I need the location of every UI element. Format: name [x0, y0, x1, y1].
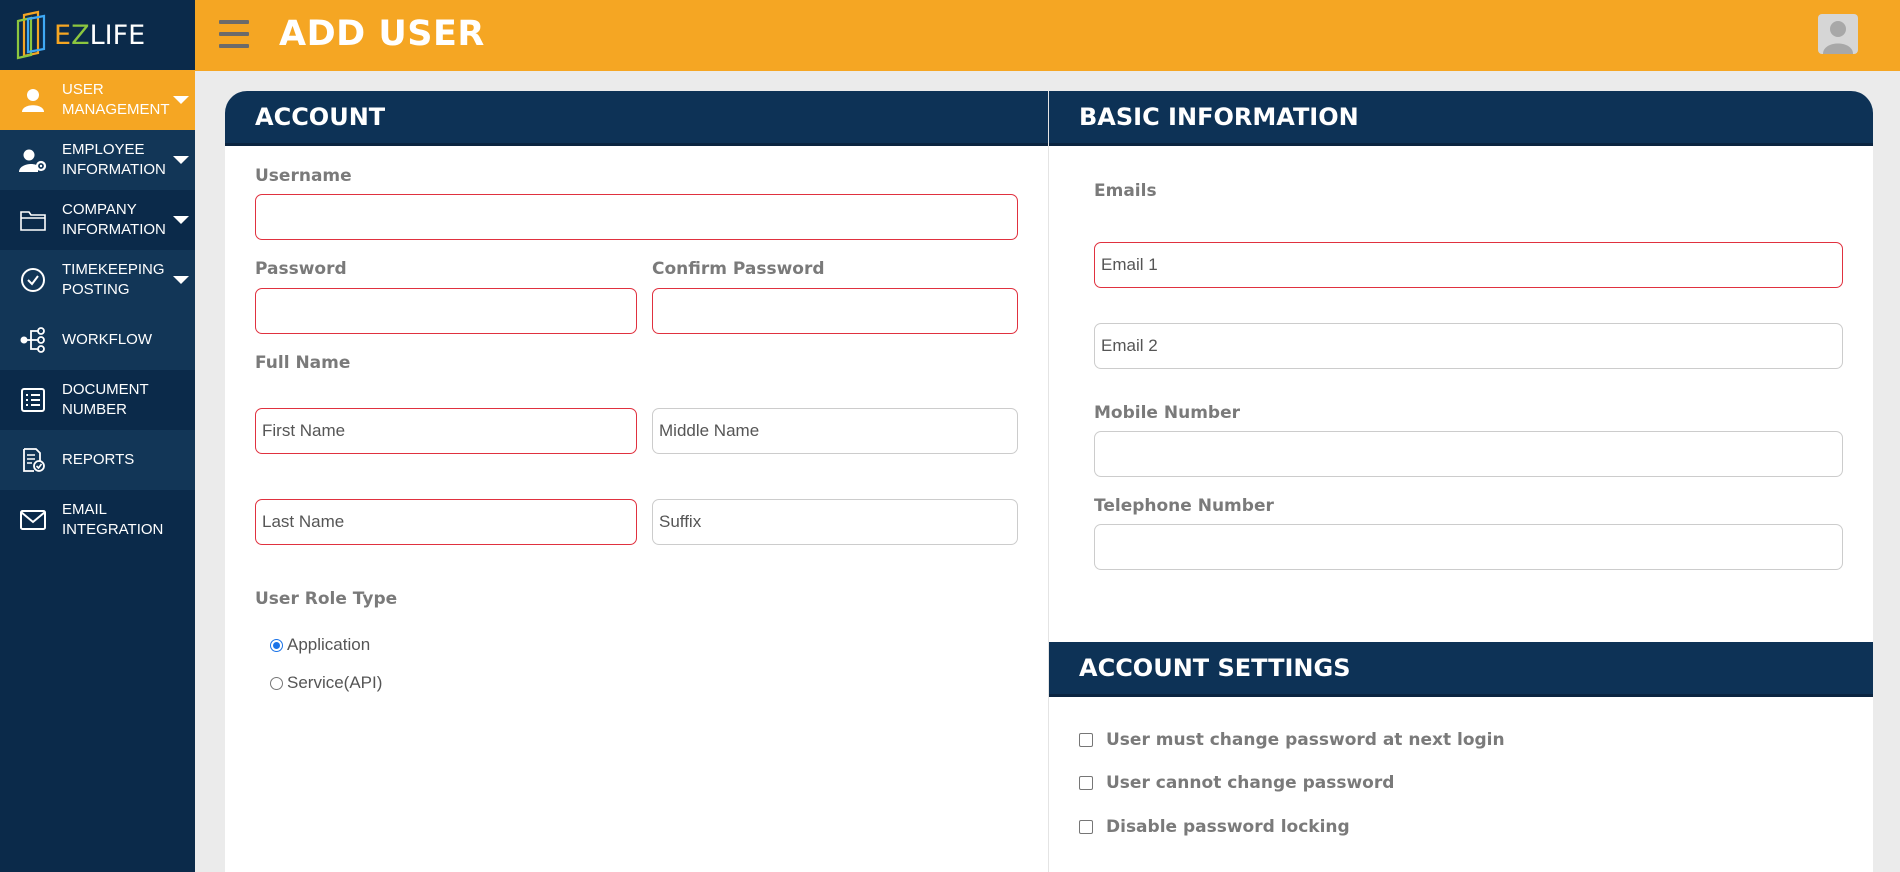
- account-section-heading: ACCOUNT: [225, 91, 1048, 146]
- user-icon: [18, 85, 48, 115]
- sidebar-item-label: REPORTS: [62, 451, 135, 468]
- brand-letter-z: Z: [71, 19, 90, 51]
- email-2-input[interactable]: [1094, 323, 1843, 369]
- last-name-input[interactable]: [255, 499, 637, 545]
- envelope-icon: [18, 505, 48, 535]
- confirm-password-input[interactable]: [652, 288, 1018, 334]
- sidebar: [0, 0, 195, 872]
- logo-mark-icon: [14, 9, 48, 61]
- brand-logo[interactable]: [0, 0, 195, 70]
- full-name-label: Full Name: [255, 353, 351, 373]
- checkbox-disable-password-locking[interactable]: [1079, 820, 1093, 834]
- sidebar-item-reports[interactable]: [0, 430, 195, 490]
- setting-must-change-password[interactable]: [1079, 730, 1505, 750]
- setting-disable-password-locking[interactable]: [1079, 817, 1350, 837]
- role-option-service-api[interactable]: [270, 673, 382, 693]
- username-input[interactable]: [255, 194, 1018, 240]
- sidebar-item-label: COMPANY INFORMATION: [62, 201, 166, 238]
- confirm-password-label: Confirm Password: [652, 259, 825, 279]
- checkbox-must-change-password[interactable]: [1079, 733, 1093, 747]
- password-label: Password: [255, 259, 347, 279]
- sidebar-item-user-management[interactable]: [0, 70, 195, 130]
- role-option-application[interactable]: [270, 635, 370, 655]
- sidebar-item-label: DOCUMENT NUMBER: [62, 381, 149, 418]
- sidebar-item-timekeeping-posting[interactable]: [0, 250, 195, 310]
- workflow-icon: [18, 325, 48, 355]
- sidebar-item-label: EMAIL INTEGRATION: [62, 501, 164, 538]
- suffix-input[interactable]: [652, 499, 1018, 545]
- brand-wordmark: [54, 20, 145, 51]
- telephone-number-input[interactable]: [1094, 524, 1843, 570]
- chevron-down-icon[interactable]: [173, 276, 189, 284]
- sidebar-item-label: WORKFLOW: [62, 331, 152, 348]
- avatar[interactable]: [1818, 14, 1858, 54]
- sidebar-item-email-integration[interactable]: [0, 490, 195, 550]
- document-list-icon: [18, 385, 48, 415]
- add-user-form-card: [225, 91, 1873, 872]
- sidebar-item-label: TIMEKEEPING POSTING: [62, 261, 165, 298]
- radio-service-api[interactable]: [270, 677, 283, 690]
- hamburger-menu-icon[interactable]: [219, 20, 249, 48]
- mobile-number-input[interactable]: [1094, 431, 1843, 477]
- basic-information-section-heading: BASIC INFORMATION: [1049, 91, 1873, 146]
- role-option-label: Application: [287, 635, 371, 654]
- checkbox-cannot-change-password[interactable]: [1079, 776, 1093, 790]
- user-gear-icon: [18, 145, 48, 175]
- check-circle-icon: [18, 265, 48, 295]
- setting-label: User must change password at next login: [1106, 730, 1505, 750]
- account-settings-section-heading: ACCOUNT SETTINGS: [1049, 642, 1873, 697]
- sidebar-item-employee-information[interactable]: [0, 130, 195, 190]
- chevron-down-icon[interactable]: [173, 216, 189, 224]
- role-option-label: Service(API): [287, 673, 383, 692]
- middle-name-input[interactable]: [652, 408, 1018, 454]
- user-role-type-label: User Role Type: [255, 589, 398, 609]
- column-divider: [1048, 91, 1049, 872]
- brand-letters-rest: LIFE: [89, 19, 146, 51]
- username-label: Username: [255, 166, 352, 186]
- sidebar-item-company-information[interactable]: [0, 190, 195, 250]
- brand-letter-e: E: [54, 19, 72, 51]
- email-1-input[interactable]: [1094, 242, 1843, 288]
- sidebar-item-label: USER MANAGEMENT: [62, 81, 170, 118]
- first-name-input[interactable]: [255, 408, 637, 454]
- emails-label: Emails: [1094, 181, 1157, 201]
- radio-application[interactable]: [270, 639, 283, 652]
- sidebar-item-document-number[interactable]: [0, 370, 195, 430]
- folder-icon: [18, 205, 48, 235]
- password-input[interactable]: [255, 288, 637, 334]
- telephone-number-label: Telephone Number: [1094, 496, 1274, 516]
- mobile-number-label: Mobile Number: [1094, 403, 1240, 423]
- setting-label: User cannot change password: [1106, 773, 1395, 793]
- report-icon: [18, 445, 48, 475]
- setting-cannot-change-password[interactable]: [1079, 773, 1394, 793]
- page-title: ADD USER: [279, 14, 485, 54]
- chevron-down-icon[interactable]: [173, 156, 189, 164]
- sidebar-item-label: EMPLOYEE INFORMATION: [62, 141, 166, 178]
- setting-label: Disable password locking: [1106, 817, 1350, 837]
- sidebar-item-workflow[interactable]: [0, 310, 195, 370]
- chevron-down-icon[interactable]: [173, 96, 189, 104]
- top-header: [195, 0, 1900, 71]
